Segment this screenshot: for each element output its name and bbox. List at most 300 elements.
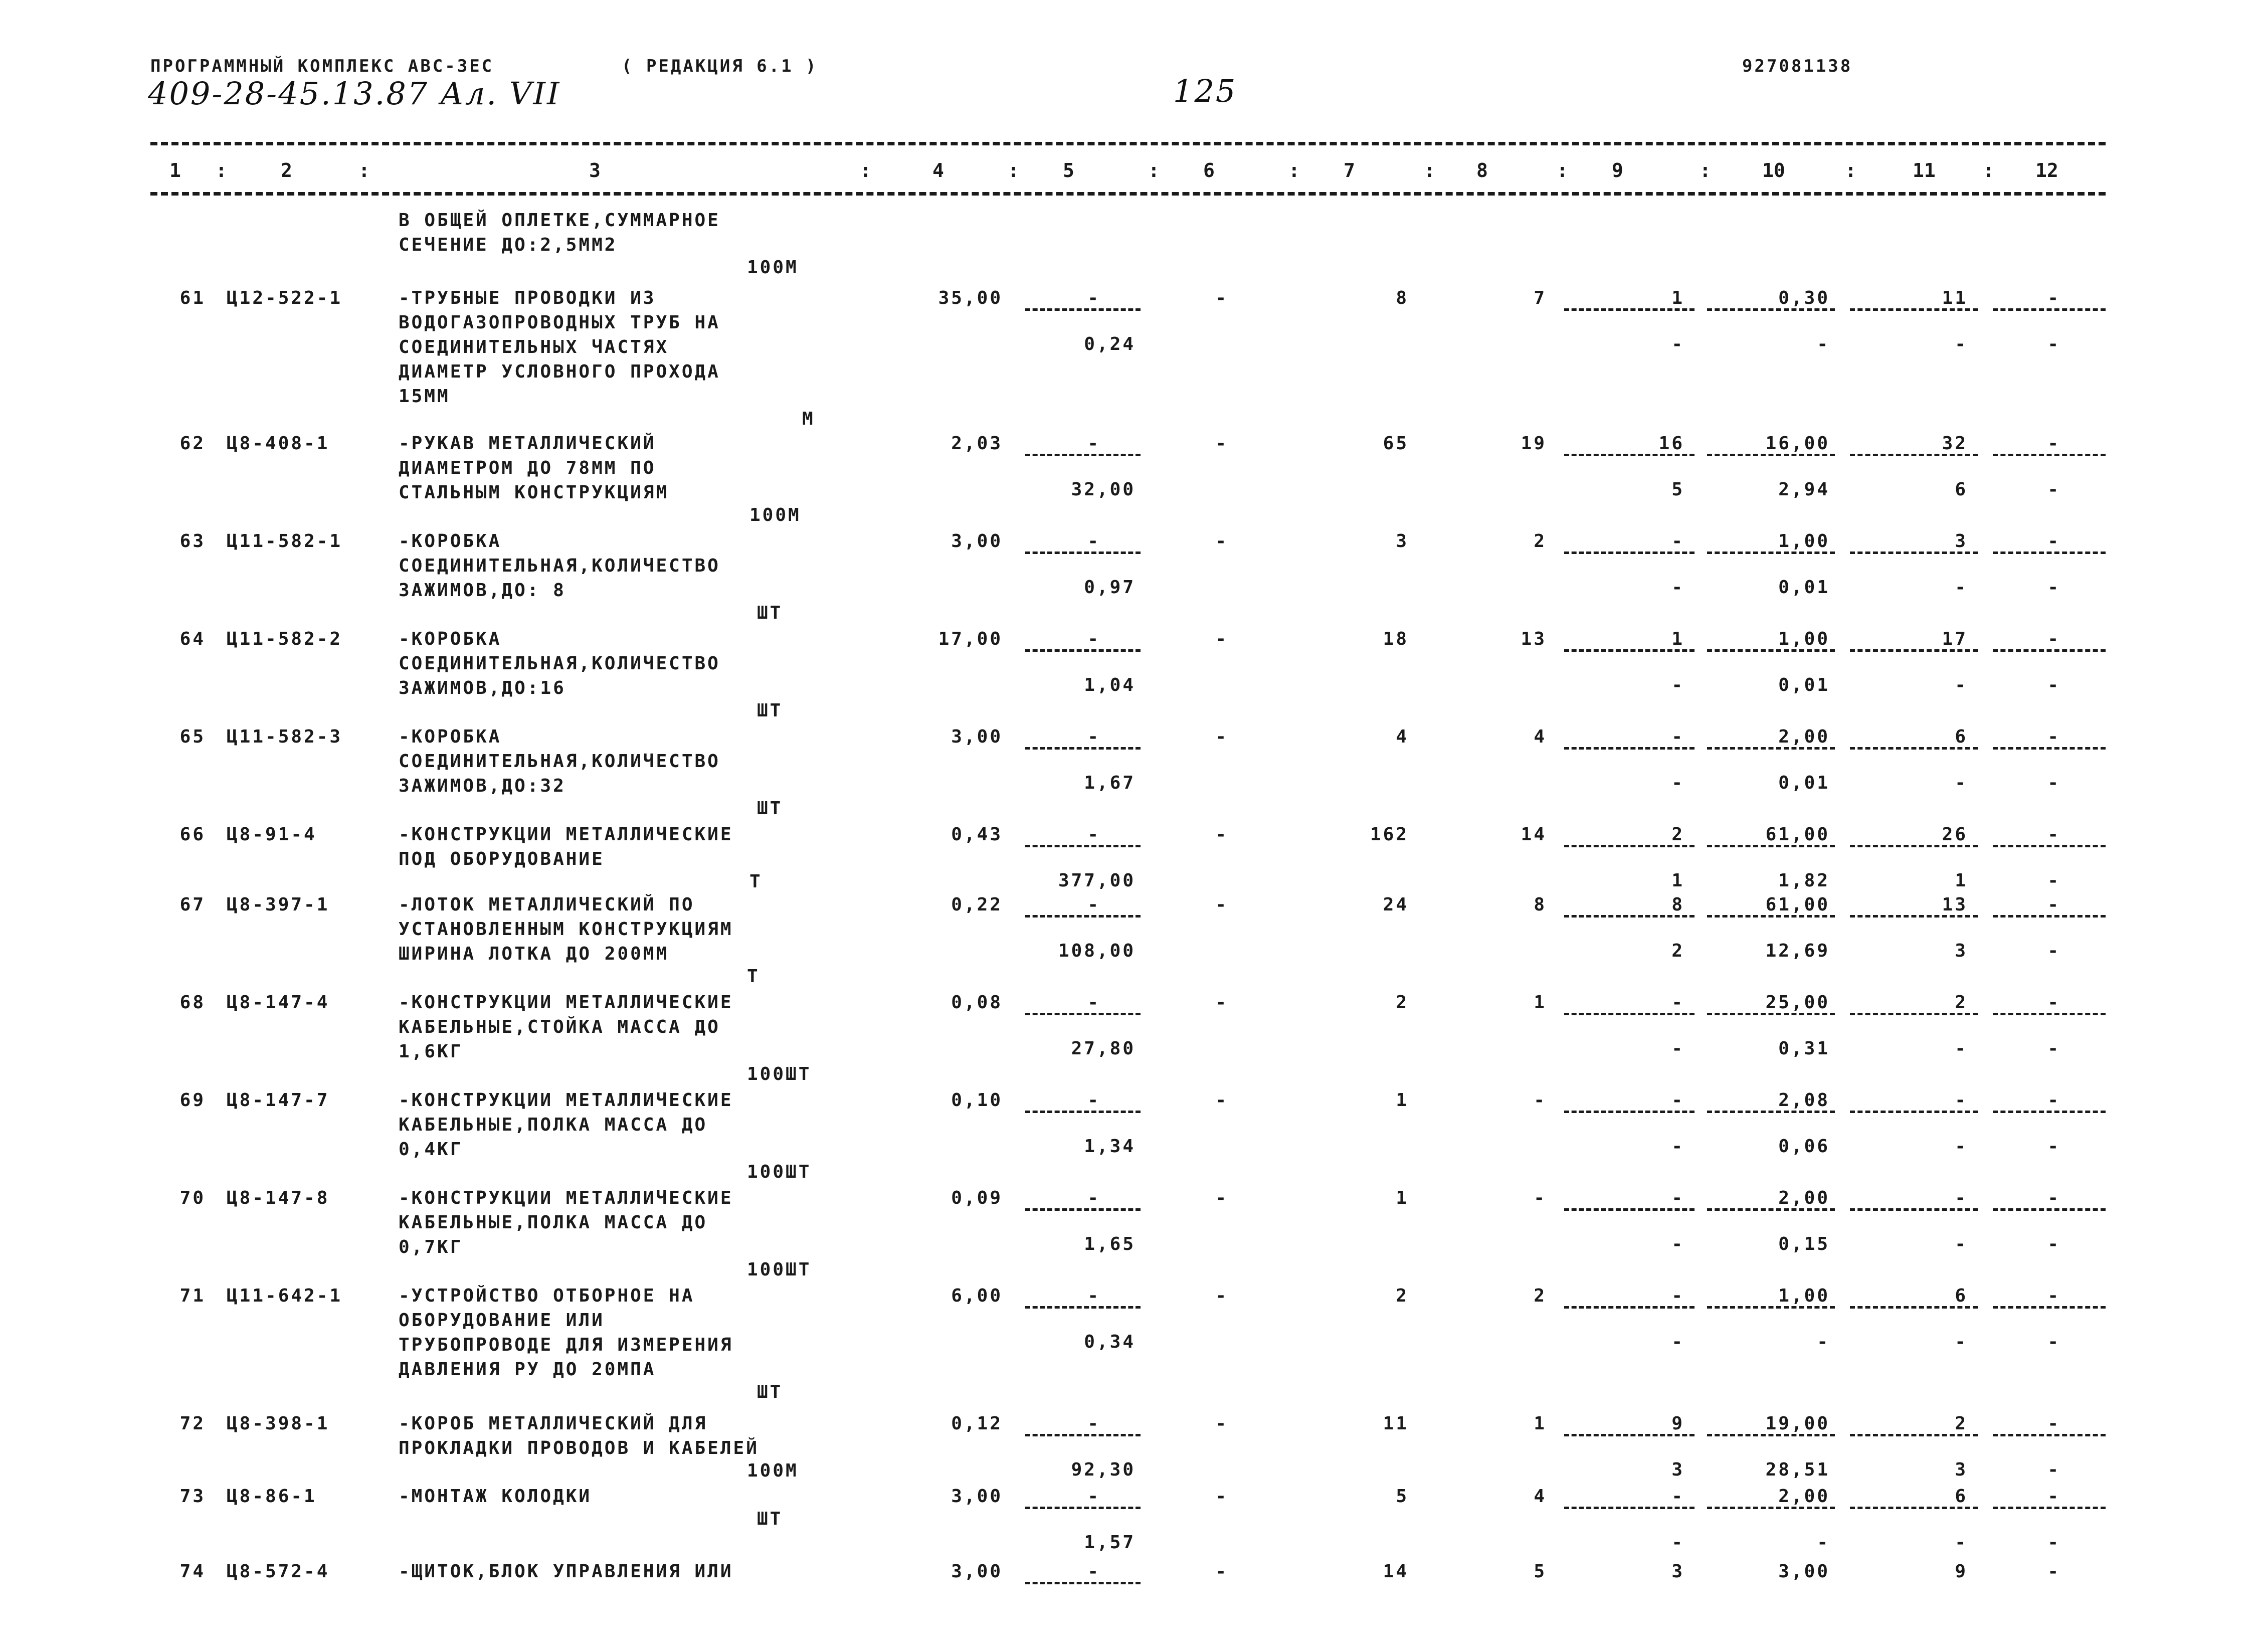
handwritten-code: 409-28-45.13.87 Ал. VII	[148, 75, 561, 112]
column-9-top: 8	[1671, 894, 1684, 915]
column-5-bottom: 377,00	[1058, 870, 1136, 891]
resource-code: Ц8-91-4	[227, 824, 317, 845]
column-8: 7	[1534, 288, 1547, 308]
column-12-bottom: -	[2047, 1332, 2060, 1352]
description-line: ЗАЖИМОВ,ДО:32	[399, 776, 566, 796]
header-rule-top	[150, 142, 2106, 145]
resource-code: Ц8-397-1	[227, 894, 330, 915]
cell-divider	[1850, 1306, 1978, 1309]
column-5-bottom: 0,34	[1084, 1332, 1136, 1352]
column-10-bottom: 0,31	[1778, 1038, 1830, 1059]
description-line: СОЕДИНИТЕЛЬНЫХ ЧАСТЯХ	[399, 337, 669, 357]
column-number-3: 3	[589, 159, 601, 181]
row-number: 66	[179, 824, 206, 845]
column-7: 162	[1370, 824, 1409, 845]
column-10-top: 1,00	[1778, 531, 1830, 552]
column-12-top: -	[2047, 288, 2060, 308]
column-number-8: 8	[1476, 159, 1488, 181]
column-6: -	[1215, 824, 1228, 845]
column-11-top: 11	[1942, 288, 1968, 308]
resource-code: Ц8-147-4	[227, 992, 330, 1013]
page-number: 125	[1173, 73, 1237, 109]
column-10-bottom: -	[1817, 1332, 1830, 1352]
description-line: СТАЛЬНЫМ КОНСТРУКЦИЯМ	[399, 482, 669, 503]
column-separator: :	[216, 159, 227, 181]
cell-divider	[1993, 747, 2106, 750]
column-7: 3	[1396, 531, 1409, 552]
unit-of-measure: 100ШТ	[747, 1259, 812, 1280]
column-5-top: -	[1087, 726, 1100, 747]
column-12-bottom: -	[2047, 1234, 2060, 1254]
description-line: -РУКАВ МЕТАЛЛИЧЕСКИЙ	[399, 433, 656, 454]
resource-code: Ц8-398-1	[227, 1413, 330, 1434]
resource-code: Ц11-582-1	[227, 531, 343, 552]
column-5-bottom: 1,67	[1084, 773, 1136, 793]
column-6: -	[1215, 1090, 1228, 1111]
column-7: 5	[1396, 1486, 1409, 1507]
column-separator: :	[1148, 159, 1160, 181]
column-10-bottom: 0,01	[1778, 577, 1830, 598]
cell-divider	[1564, 845, 1694, 847]
program-name: ПРОГРАММНЫЙ КОМПЛЕКС АВС-3ЕС	[150, 56, 494, 76]
column-8: 14	[1521, 824, 1547, 845]
resource-code: Ц12-522-1	[227, 288, 343, 308]
column-11-top: 6	[1955, 1286, 1968, 1306]
column-9-bottom: -	[1671, 1234, 1684, 1254]
row-number: 72	[179, 1413, 206, 1434]
description-line: -ЛОТОК МЕТАЛЛИЧЕСКИЙ ПО	[399, 894, 695, 915]
column-12-top: -	[2047, 433, 2060, 454]
work-description	[399, 431, 669, 505]
quantity: 0,10	[951, 1090, 1003, 1111]
unit-of-measure: Т	[749, 871, 763, 892]
description-line: ЗАЖИМОВ,ДО:16	[399, 678, 566, 698]
column-separator: :	[358, 159, 370, 181]
column-7: 65	[1383, 433, 1409, 454]
column-10-bottom: 2,94	[1778, 479, 1830, 500]
description-line: УСТАНОВЛЕННЫМ КОНСТРУКЦИЯМ	[399, 919, 733, 940]
quantity: 17,00	[938, 629, 1003, 649]
cell-divider	[1850, 1208, 1978, 1211]
column-10-bottom: 0,01	[1778, 675, 1830, 695]
quantity: 0,09	[951, 1188, 1003, 1208]
column-11-bottom: 6	[1955, 479, 1968, 500]
work-description	[399, 724, 720, 798]
column-11-top: 2	[1955, 1413, 1968, 1434]
cell-divider	[1564, 308, 1694, 311]
description-line: ТРУБОПРОВОДЕ ДЛЯ ИЗМЕРЕНИЯ	[399, 1335, 733, 1355]
column-11-bottom: -	[1955, 1136, 1968, 1157]
column-11-bottom: -	[1955, 773, 1968, 793]
cell-divider	[1993, 1208, 2106, 1211]
unit-of-measure: Т	[747, 966, 760, 987]
row-number: 64	[179, 629, 206, 649]
column-12-bottom: -	[2047, 334, 2060, 354]
column-12-bottom: -	[2047, 870, 2060, 891]
column-9-bottom: 1	[1671, 870, 1684, 891]
column-separator: :	[860, 159, 871, 181]
column-9-top: 9	[1671, 1413, 1684, 1434]
quantity: 35,00	[938, 288, 1003, 308]
description-line: 0,7КГ	[399, 1237, 463, 1257]
column-9-bottom: -	[1671, 1038, 1684, 1059]
column-11-bottom: -	[1955, 1532, 1968, 1553]
column-11-top: 17	[1942, 629, 1968, 649]
column-8: 1	[1534, 992, 1547, 1013]
column-8: 8	[1534, 894, 1547, 915]
column-11-top: 32	[1942, 433, 1968, 454]
column-10-bottom: 1,82	[1778, 870, 1830, 891]
column-9-top: -	[1671, 531, 1684, 552]
cell-divider	[1993, 308, 2106, 311]
column-separator: :	[1008, 159, 1019, 181]
description-line: ДИАМЕТРОМ ДО 78ММ ПО	[399, 458, 656, 478]
description-line: -УСТРОЙСТВО ОТБОРНОЕ НА	[399, 1286, 695, 1306]
column-9-top: -	[1671, 1090, 1684, 1111]
column-11-bottom: 1	[1955, 870, 1968, 891]
column-number-11: 11	[1913, 159, 1936, 181]
column-10-bottom: 0,06	[1778, 1136, 1830, 1157]
column-10-top: 0,30	[1778, 288, 1830, 308]
description-line: СОЕДИНИТЕЛЬНАЯ,КОЛИЧЕСТВО	[399, 653, 720, 674]
column-12-top: -	[2047, 1090, 2060, 1111]
column-9-bottom: -	[1671, 1332, 1684, 1352]
cell-divider	[1850, 1507, 1978, 1509]
column-11-top: 26	[1942, 824, 1968, 845]
cell-divider	[1993, 1013, 2106, 1015]
unit-of-measure: М	[802, 409, 815, 429]
column-9-bottom: -	[1671, 773, 1684, 793]
unit-of-measure: ШТ	[757, 603, 783, 623]
column-5-bottom: 0,24	[1084, 334, 1136, 354]
cell-divider	[1564, 1434, 1694, 1436]
column-12-bottom: -	[2047, 941, 2060, 961]
column-number-5: 5	[1063, 159, 1074, 181]
column-8: -	[1534, 1090, 1547, 1111]
column-10-top: 61,00	[1765, 824, 1830, 845]
cell-divider	[1993, 552, 2106, 554]
description-line: -ЩИТОК,БЛОК УПРАВЛЕНИЯ ИЛИ	[399, 1561, 733, 1582]
column-12-top: -	[2047, 726, 2060, 747]
row-number: 62	[179, 433, 206, 454]
cell-divider	[1564, 454, 1694, 456]
column-8: 2	[1534, 531, 1547, 552]
column-separator: :	[1845, 159, 1856, 181]
column-6: -	[1215, 1286, 1228, 1306]
column-7: 11	[1383, 1413, 1409, 1434]
column-12-bottom: -	[2047, 773, 2060, 793]
column-7: 8	[1396, 288, 1409, 308]
resource-code: Ц8-86-1	[227, 1486, 317, 1507]
column-11-bottom: -	[1955, 1332, 1968, 1352]
column-6: -	[1215, 531, 1228, 552]
unit-of-measure: 100М	[749, 505, 801, 525]
resource-code: Ц11-582-2	[227, 629, 343, 649]
quantity: 3,00	[951, 1486, 1003, 1507]
quantity: 6,00	[951, 1286, 1003, 1306]
column-12-top: -	[2047, 531, 2060, 552]
quantity: 3,00	[951, 531, 1003, 552]
cell-divider	[1564, 1507, 1694, 1509]
cell-divider	[1850, 1013, 1978, 1015]
column-10-top: 3,00	[1778, 1561, 1830, 1582]
column-separator: :	[1983, 159, 1994, 181]
cell-divider	[1707, 1306, 1835, 1309]
column-7: 1	[1396, 1090, 1409, 1111]
cell-divider	[1850, 845, 1978, 847]
cell-divider	[1850, 1111, 1978, 1113]
column-11-top: 13	[1942, 894, 1968, 915]
cell-divider	[1707, 1111, 1835, 1113]
column-8: 1	[1534, 1413, 1547, 1434]
description-line: ПРОКЛАДКИ ПРОВОДОВ И КАБЕЛЕЙ	[399, 1438, 759, 1458]
column-5-top: -	[1087, 531, 1100, 552]
column-number-1: 1	[169, 159, 181, 181]
column-8: 5	[1534, 1561, 1547, 1582]
work-description	[399, 1088, 733, 1162]
column-9-bottom: -	[1671, 675, 1684, 695]
column-10-bottom: 0,15	[1778, 1234, 1830, 1254]
cell-divider	[1707, 915, 1835, 917]
unit-of-measure: 100М	[747, 1460, 799, 1481]
column-8: -	[1534, 1188, 1547, 1208]
work-description	[399, 529, 720, 603]
cell-divider	[1993, 649, 2106, 652]
column-5-top: -	[1087, 1413, 1100, 1434]
column-11-top: -	[1955, 1090, 1968, 1111]
column-5-bottom: 27,80	[1071, 1038, 1136, 1059]
cell-divider	[1993, 1306, 2106, 1309]
description-line: -ТРУБНЫЕ ПРОВОДКИ ИЗ	[399, 288, 656, 308]
column-9-top: -	[1671, 1286, 1684, 1306]
quantity: 3,00	[951, 726, 1003, 747]
column-12-bottom: -	[2047, 1136, 2060, 1157]
column-10-top: 2,00	[1778, 1188, 1830, 1208]
description-line: 15ММ	[399, 386, 450, 407]
column-5-top: -	[1087, 1561, 1100, 1582]
cell-divider	[1564, 552, 1694, 554]
column-5-top: -	[1087, 1486, 1100, 1507]
description-line: ПОД ОБОРУДОВАНИЕ	[399, 849, 605, 869]
column-12-top: -	[2047, 1188, 2060, 1208]
column-9-bottom: 2	[1671, 941, 1684, 961]
row-number: 74	[179, 1561, 206, 1582]
column-5-bottom: 92,30	[1071, 1459, 1136, 1480]
column-11-top: 3	[1955, 531, 1968, 552]
column-8: 4	[1534, 726, 1547, 747]
column-11-top: 2	[1955, 992, 1968, 1013]
column-5-top: -	[1087, 992, 1100, 1013]
cell-divider	[1850, 649, 1978, 652]
column-separator: :	[1288, 159, 1300, 181]
column-6: -	[1215, 894, 1228, 915]
cell-divider	[1707, 1208, 1835, 1211]
column-12-top: -	[2047, 629, 2060, 649]
column-7: 14	[1383, 1561, 1409, 1582]
column-5-top: -	[1087, 1188, 1100, 1208]
column-9-bottom: -	[1671, 1532, 1684, 1553]
work-description	[399, 1186, 733, 1259]
cell-divider	[1564, 1306, 1694, 1309]
column-6: -	[1215, 1561, 1228, 1582]
column-8: 4	[1534, 1486, 1547, 1507]
column-5-top: -	[1087, 629, 1100, 649]
column-9-bottom: 5	[1671, 479, 1684, 500]
work-description	[399, 1484, 592, 1509]
column-9-top: -	[1671, 992, 1684, 1013]
column-10-top: 2,00	[1778, 1486, 1830, 1507]
column-12-bottom: -	[2047, 1038, 2060, 1059]
description-line: -КОРОБ МЕТАЛЛИЧЕСКИЙ ДЛЯ	[399, 1413, 708, 1434]
row-number: 68	[179, 992, 206, 1013]
column-10-top: 1,00	[1778, 629, 1830, 649]
cell-divider	[1707, 649, 1835, 652]
continuation-unit: 100М	[747, 257, 799, 278]
cell-divider	[1564, 1208, 1694, 1211]
column-5-bottom: 0,97	[1084, 577, 1136, 598]
column-10-bottom: -	[1817, 1532, 1830, 1553]
column-11-bottom: -	[1955, 1234, 1968, 1254]
column-12-bottom: -	[2047, 1532, 2060, 1553]
column-5-bottom: 1,04	[1084, 675, 1136, 695]
unit-of-measure: ШТ	[757, 1509, 783, 1529]
column-5-bottom: 1,34	[1084, 1136, 1136, 1157]
row-number: 73	[179, 1486, 206, 1507]
column-5-bottom: 108,00	[1058, 941, 1136, 961]
column-9-bottom: -	[1671, 577, 1684, 598]
column-7: 1	[1396, 1188, 1409, 1208]
resource-code: Ц11-582-3	[227, 726, 343, 747]
cell-divider	[1850, 915, 1978, 917]
column-12-top: -	[2047, 992, 2060, 1013]
cell-divider	[1564, 649, 1694, 652]
description-line: -КОРОБКА	[399, 531, 502, 552]
column-8: 13	[1521, 629, 1547, 649]
continuation-desc: В ОБЩЕЙ ОПЛЕТКЕ,СУММАРНОЕ СЕЧЕНИЕ ДО:2,5ММ2	[399, 210, 720, 255]
column-7: 4	[1396, 726, 1409, 747]
work-description	[399, 627, 720, 700]
resource-code: Ц8-147-8	[227, 1188, 330, 1208]
column-10-bottom: 28,51	[1765, 1459, 1830, 1480]
cell-divider	[1993, 1507, 2106, 1509]
column-6: -	[1215, 629, 1228, 649]
unit-of-measure: 100ШТ	[747, 1162, 812, 1182]
description-line: КАБЕЛЬНЫЕ,ПОЛКА МАССА ДО	[399, 1115, 708, 1135]
column-10-bottom: -	[1817, 334, 1830, 354]
column-10-bottom: 12,69	[1765, 941, 1830, 961]
cell-divider	[1993, 915, 2106, 917]
column-10-bottom: 0,01	[1778, 773, 1830, 793]
row-number: 67	[179, 894, 206, 915]
column-9-top: -	[1671, 1188, 1684, 1208]
column-11-bottom: -	[1955, 334, 1968, 354]
unit-of-measure: ШТ	[757, 798, 783, 819]
column-12-bottom: -	[2047, 577, 2060, 598]
cell-divider	[1850, 747, 1978, 750]
column-7: 2	[1396, 1286, 1409, 1306]
column-10-top: 16,00	[1765, 433, 1830, 454]
cell-divider	[1564, 1013, 1694, 1015]
work-description	[399, 286, 720, 409]
column-9-top: 1	[1671, 288, 1684, 308]
column-12-top: -	[2047, 1286, 2060, 1306]
column-6: -	[1215, 992, 1228, 1013]
cell-divider	[1564, 915, 1694, 917]
row-number: 70	[179, 1188, 206, 1208]
row-number: 63	[179, 531, 206, 552]
cell-divider	[1707, 1013, 1835, 1015]
cell-divider	[1707, 1434, 1835, 1436]
cell-divider	[1850, 454, 1978, 456]
column-11-bottom: 3	[1955, 1459, 1968, 1480]
column-10-top: 61,00	[1765, 894, 1830, 915]
column-10-top: 19,00	[1765, 1413, 1830, 1434]
cell-divider	[1707, 454, 1835, 456]
description-line: ШИРИНА ЛОТКА ДО 200ММ	[399, 944, 669, 964]
column-10-top: 2,00	[1778, 726, 1830, 747]
column-number-10: 10	[1762, 159, 1785, 181]
column-5-top: -	[1087, 288, 1100, 308]
column-11-top: -	[1955, 1188, 1968, 1208]
description-line: -КОНСТРУКЦИИ МЕТАЛЛИЧЕСКИЕ	[399, 1090, 733, 1111]
column-number-4: 4	[932, 159, 944, 181]
column-11-top: 9	[1955, 1561, 1968, 1582]
cell-divider	[1993, 454, 2106, 456]
column-separator: :	[1424, 159, 1435, 181]
cell-divider	[1850, 552, 1978, 554]
column-9-top: 1	[1671, 629, 1684, 649]
row-number: 71	[179, 1286, 206, 1306]
column-6: -	[1215, 433, 1228, 454]
column-5-top: -	[1087, 1286, 1100, 1306]
cell-divider	[1993, 1111, 2106, 1113]
column-5-top: -	[1087, 824, 1100, 845]
column-12-top: -	[2047, 1561, 2060, 1582]
column-5-bottom: 1,57	[1084, 1532, 1136, 1553]
column-6: -	[1215, 1188, 1228, 1208]
cell-divider	[1707, 845, 1835, 847]
column-7: 24	[1383, 894, 1409, 915]
column-number-6: 6	[1203, 159, 1215, 181]
column-12-top: -	[2047, 894, 2060, 915]
column-number-2: 2	[281, 159, 292, 181]
column-7: 2	[1396, 992, 1409, 1013]
quantity: 0,08	[951, 992, 1003, 1013]
work-description	[399, 1559, 733, 1584]
column-6: -	[1215, 726, 1228, 747]
description-line: -КОРОБКА	[399, 629, 502, 649]
description-line: КАБЕЛЬНЫЕ,ПОЛКА МАССА ДО	[399, 1212, 708, 1233]
column-8: 19	[1521, 433, 1547, 454]
description-line: ЗАЖИМОВ,ДО: 8	[399, 580, 566, 601]
cell-divider	[1707, 1507, 1835, 1509]
description-line: ДИАМЕТР УСЛОВНОГО ПРОХОДА	[399, 361, 720, 382]
work-description	[399, 892, 733, 966]
work-description	[399, 1411, 759, 1460]
description-line: 0,4КГ	[399, 1139, 463, 1160]
column-10-top: 1,00	[1778, 1286, 1830, 1306]
document-code: 927081138	[1742, 56, 1853, 76]
column-number-7: 7	[1344, 159, 1355, 181]
quantity: 3,00	[951, 1561, 1003, 1582]
cell-divider	[1707, 308, 1835, 311]
cell-divider	[1564, 1111, 1694, 1113]
unit-of-measure: ШТ	[757, 1382, 783, 1402]
column-5-top: -	[1087, 1090, 1100, 1111]
column-11-top: 6	[1955, 726, 1968, 747]
column-6: -	[1215, 1413, 1228, 1434]
column-6: -	[1215, 288, 1228, 308]
